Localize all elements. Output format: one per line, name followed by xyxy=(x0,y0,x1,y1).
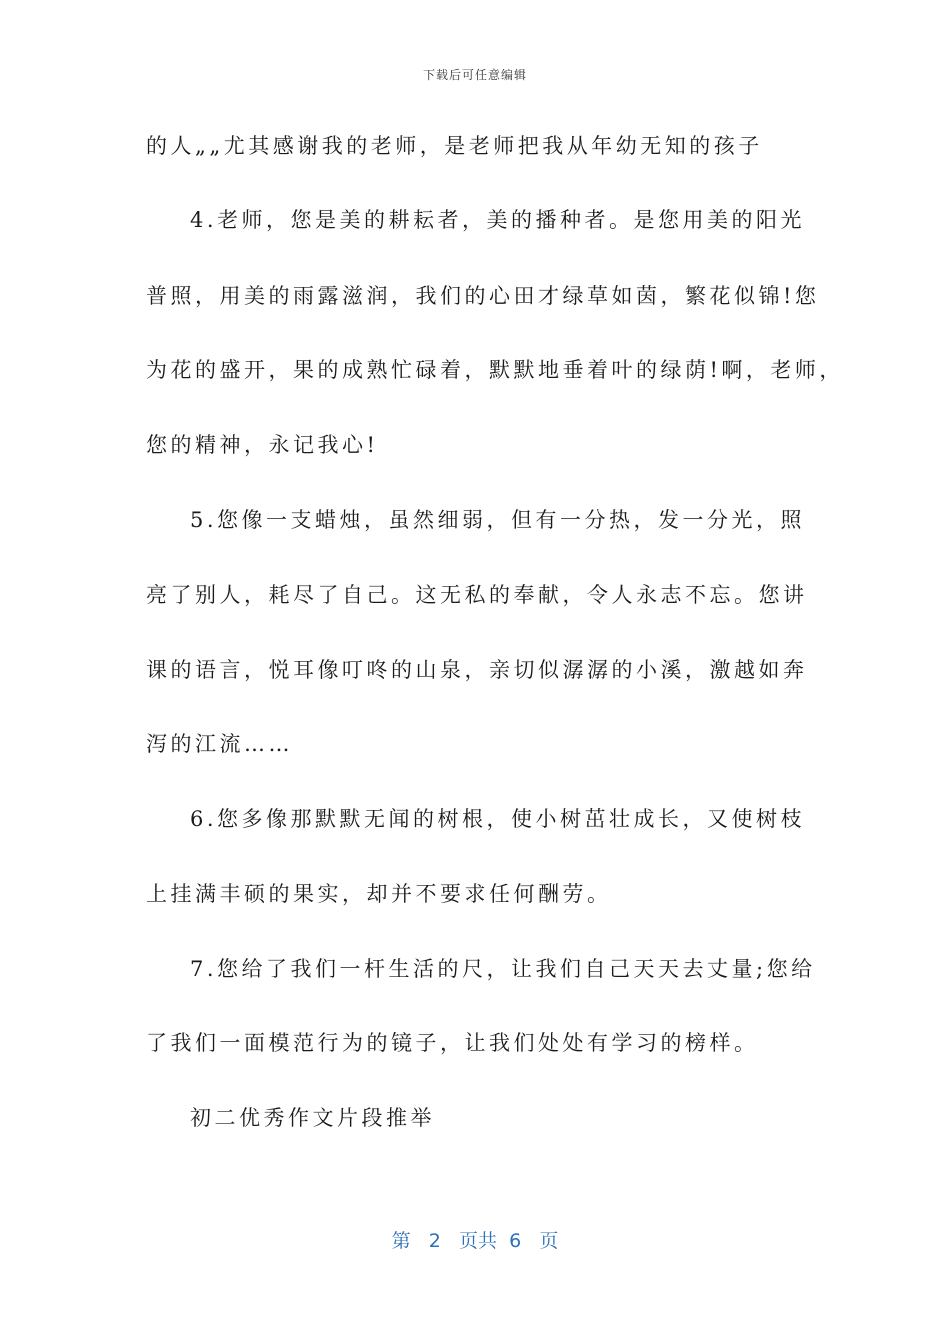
section-heading: 初二优秀作文片段推举 xyxy=(190,1106,435,1130)
page-label-suffix: 页 xyxy=(539,1230,559,1252)
paragraph-line: 上挂满丰硕的果实，却并不要求任何酬劳。 xyxy=(146,882,612,906)
paragraph-line: 5.您像一支蜡烛，虽然细弱，但有一分热，发一分光，照 xyxy=(190,508,806,532)
paragraph-line: 的人„„尤其感谢我的老师，是老师把我从年幼无知的孩子 xyxy=(146,134,763,158)
total-pages: 6 xyxy=(509,1230,522,1252)
paragraph-line: 普照，用美的雨露滋润，我们的心田才绿草如茵，繁花似锦!您 xyxy=(146,284,820,308)
header-note: 下载后可任意编辑 xyxy=(422,68,527,82)
page-footer xyxy=(0,1226,950,1253)
paragraph-line: 您的精神，永记我心! xyxy=(146,433,379,457)
paragraph-line: 7.您给了我们一杆生活的尺，让我们自己天天去丈量;您给 xyxy=(190,957,816,981)
page-number: 2 xyxy=(428,1230,441,1252)
paragraph-line: 6.您多像那默默无闻的树根，使小树茁壮成长，又使树枝 xyxy=(190,807,806,831)
paragraph-line: 4.老师，您是美的耕耘者，美的播种者。是您用美的阳光 xyxy=(190,208,806,232)
page-label-mid: 页共 xyxy=(459,1230,498,1252)
paragraph-line: 亮了别人，耗尽了自己。这无私的奉献，令人永志不忘。您讲 xyxy=(146,583,808,607)
paragraph-line: 课的语言，悦耳像叮咚的山泉，亲切似潺潺的小溪，激越如奔 xyxy=(146,658,808,682)
paragraph-line: 了我们一面模范行为的镜子，让我们处处有学习的榜样。 xyxy=(146,1031,759,1055)
page-label-prefix: 第 xyxy=(391,1230,411,1252)
paragraph-line: 为花的盛开，果的成熟忙碌着，默默地垂着叶的绿荫!啊，老师， xyxy=(146,358,844,382)
paragraph-line: 泻的江流…… xyxy=(146,732,293,756)
